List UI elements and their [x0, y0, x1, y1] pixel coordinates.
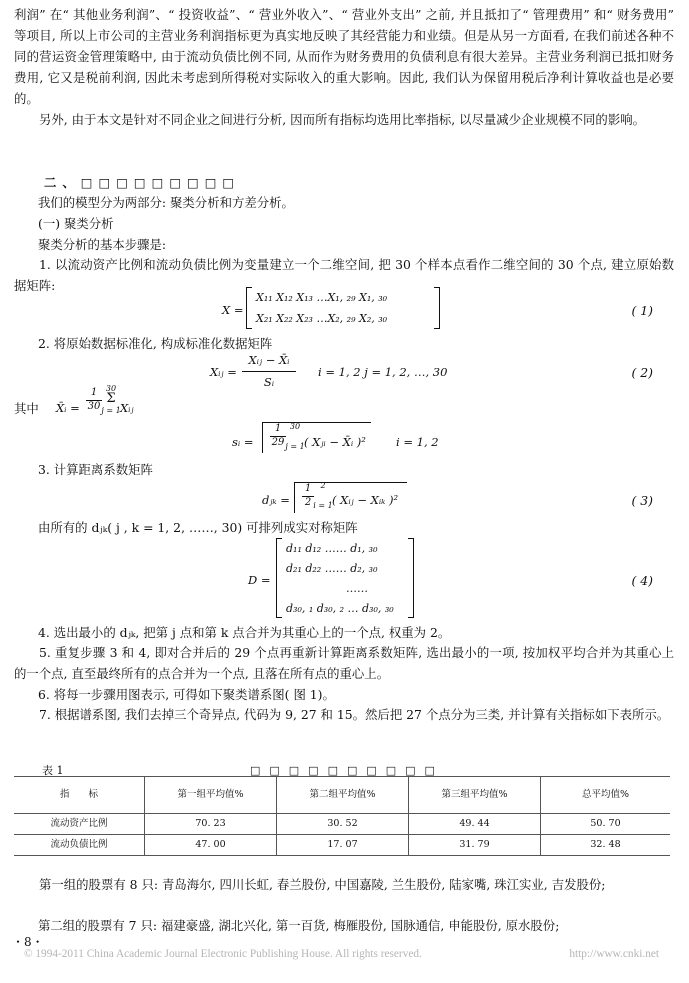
table-cell: 流动资产比例 [14, 814, 145, 835]
step4-line: 4. 选出最小的 dⱼₖ, 把第 j 点和第 k 点合并为其重心上的一个点, 权重为 2。 [38, 625, 451, 640]
eq3-frac-numerator: 1 [304, 483, 312, 494]
header-indicator: 指 标 [14, 777, 145, 814]
step6-line: 6. 将每一步骤用图表示, 可得如下聚类谱系图( 图 1)。 [38, 687, 335, 702]
table-cell: 47. 00 [145, 835, 277, 856]
header-total: 总平均值% [541, 777, 671, 814]
eq4-lhs: D = [248, 573, 271, 587]
mean-frac-numerator: 1 [90, 387, 98, 398]
table-cell: 31. 79 [409, 835, 541, 856]
s-sum-top: 30 [289, 422, 301, 431]
eq1-row2: X₂₁ X₂₂ X₂₃ …X₂, ₂₉ X₂, ₃₀ [256, 312, 388, 325]
s-lhs: sᵢ = [232, 435, 254, 449]
eq4-row4: d₃₀, ₁ d₃₀, ₂ … d₃₀, ₃₀ [286, 602, 394, 615]
table-cell: 17. 07 [277, 835, 409, 856]
footer-url-link[interactable]: http://www.cnki.net [569, 948, 659, 960]
table-cell: 30. 52 [277, 814, 409, 835]
eq1-lhs: X = [222, 303, 244, 317]
eq1-number: ( 1) [631, 303, 653, 318]
table-row [14, 835, 670, 856]
mean-tail: Xᵢⱼ [120, 401, 134, 415]
group2-line: 第二组的股票有 7 只: 福建豪盛, 湖北兴化, 第一百货, 梅雁股份, 国脉通信, 申能股份, 原水股份; [38, 918, 560, 933]
qizhong-label: 其中 [14, 401, 39, 416]
mean-sum-sign: Σ [106, 391, 116, 406]
mean-frac-denominator: 30 [87, 401, 101, 412]
page-number: ・8・ [12, 935, 44, 949]
eq1-left-bracket [246, 287, 252, 329]
eq4-left-bracket [276, 538, 282, 618]
s-frac-numerator: 1 [274, 423, 282, 434]
table-cell: 49. 44 [409, 814, 541, 835]
mean-lhs: X̄ᵢ = [56, 401, 80, 415]
steps-line: 聚类分析的基本步骤是: [38, 237, 167, 252]
table-cell: 流动负债比例 [14, 835, 145, 856]
table-cell: 32. 48 [541, 835, 671, 856]
table-label: 表 1 [42, 764, 64, 777]
eq2-number: ( 2) [631, 365, 653, 380]
eq4-right-bracket [408, 538, 414, 618]
s-sum-bottom: j = 1 [285, 442, 305, 451]
header-group1: 第一组平均值% [145, 777, 277, 814]
s-tail: ( Xⱼᵢ − X̄ᵢ )² [304, 435, 366, 449]
mean-sum-bottom: j = 1 [101, 406, 121, 415]
s-condition: i = 1, 2 [396, 435, 439, 449]
mean-sum-top: 30 [105, 384, 117, 393]
step5-paragraph: 5. 重复步骤 3 和 4, 即对合并后的 29 个点再重新计算距离系数矩阵, 选出最小的一项, 按加权平均合并为其重心上的一个点, 直至最终所有的点合并为一个点, 且落在所有点的重心上。 [14, 645, 674, 681]
data-table [14, 776, 670, 856]
eq4-row1: d₁₁ d₁₂ …… d₁, ₃₀ [286, 542, 378, 555]
eq4-number: ( 4) [631, 573, 653, 588]
section-heading: 二、□□□□□□□□□ [44, 175, 241, 190]
step1-paragraph: 1. 以流动资产比例和流动负债比例为变量建立一个二维空间, 把 30 个样本点看作二维空间的 30 个点, 建立原始数据矩阵: [14, 257, 674, 293]
eq2-condition: i = 1, 2 j = 1, 2, …, 30 [318, 365, 448, 379]
eq3-tail: ( Xᵢⱼ − Xᵢₖ )² [332, 493, 399, 507]
eq1-row1: X₁₁ X₁₂ X₁₃ …X₁, ₂₉ X₁, ₃₀ [256, 291, 388, 304]
subsection-heading: (一) 聚类分析 [38, 216, 114, 231]
intro-paragraph: 利润” 在“ 其他业务利润”、“ 投资收益”、“ 营业外收入”、“ 营业外支出” 之前, 并且抵扣了“ 管理费用” 和“ 财务费用” 等项目, 所以上市公司的主营业务利润指标更为真实地反映了其经营能力和业绩。但是从另一方面看, 在我们前述各种不同的营运资金管理策略中, 由于流动负债比例不同, 从而作为财务费用的负债利息有很大差异。主营业务利润已抵扣财务费用, 它又是税前利润, 因此未考虑到所得税对实际收入的重大影响。因此, 我们认为保留用税后净利计算收益也是必要的。 [14, 7, 674, 106]
step3-line: 3. 计算距离系数矩阵 [38, 462, 153, 477]
s-frac-denominator: 29 [271, 437, 285, 448]
table-cell: 50. 70 [541, 814, 671, 835]
eq3-frac-denominator: 2 [304, 497, 312, 508]
eq4-row3: …… [346, 582, 368, 595]
eq3-sum-top: 2 [320, 481, 326, 490]
step2-line: 2. 将原始数据标准化, 构成标准化数据矩阵 [38, 336, 273, 351]
eq1-right-bracket [434, 287, 440, 329]
table-row [14, 814, 670, 835]
other-paragraph: 另外, 由于本文是针对不同企业之间进行分析, 因而所有指标均选用比率指标, 以尽量减少企业规模不同的影响。 [39, 112, 645, 127]
step7-paragraph: 7. 根据谱系图, 我们去掉三个奇异点, 代码为 9, 27 和 15。然后把 27 个点分为三类, 并计算有关指标如下表所示。 [39, 707, 670, 722]
eq4-row2: d₂₁ d₂₂ …… d₂, ₃₀ [286, 562, 378, 575]
model-line: 我们的模型分为两部分: 聚类分析和方差分析。 [38, 195, 294, 210]
copyright-footer: © 1994-2011 China Academic Journal Electronic Publishing House. All rights reserved. [24, 948, 422, 960]
eq2-lhs: Xᵢⱼ = [210, 365, 237, 379]
eq2-denominator: Sᵢ [263, 375, 275, 389]
eq2-numerator: Xᵢⱼ − X̄ᵢ [248, 353, 290, 367]
table-heading: □□□□□□□□□□ [250, 764, 444, 777]
table-cell: 70. 23 [145, 814, 277, 835]
eq3-lhs: dⱼₖ = [262, 493, 290, 507]
header-group3: 第三组平均值% [409, 777, 541, 814]
table-header-row [14, 777, 670, 814]
eq3-sum-bottom: i = 1 [313, 501, 333, 510]
group1-paragraph: 第一组的股票有 8 只: 青岛海尔, 四川长虹, 春兰股份, 中国嘉陵, 兰生股份, 陆家嘴, 珠江实业, 吉发股份; [39, 877, 606, 892]
eq3-number: ( 3) [631, 493, 653, 508]
header-group2: 第二组平均值% [277, 777, 409, 814]
dij-line: 由所有的 dⱼₖ( j , k = 1, 2, ……, 30) 可排列成实对称矩阵 [38, 520, 358, 535]
